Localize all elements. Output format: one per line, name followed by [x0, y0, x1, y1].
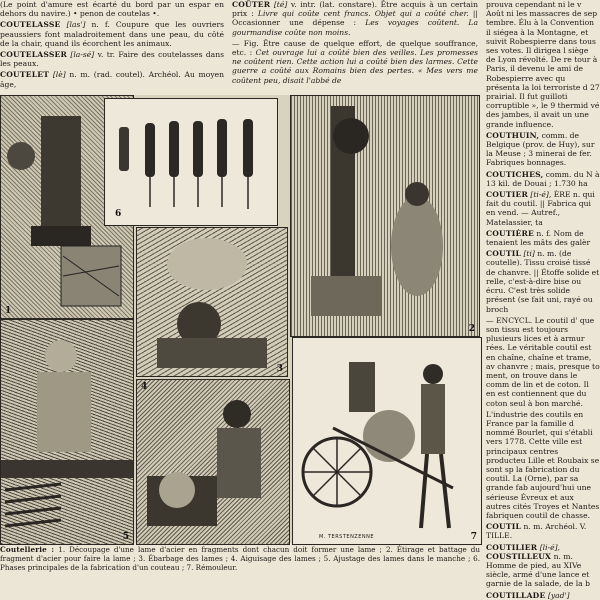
headword-couthuin: COUTHUIN, [486, 130, 540, 140]
headword-coustilleux: COUSTILLEUX [486, 551, 552, 561]
headword-couticles: COUTICHES, [486, 169, 544, 179]
left-line-2: dehors du navire.) • penon de coutelas •. [0, 9, 160, 19]
headword-coutil: COUTIL [486, 249, 522, 259]
pronunciation: [las'] [66, 20, 86, 30]
panel-6-knife-phases [104, 98, 278, 226]
fig-marker: — Fig. [232, 38, 259, 48]
knife-phases-illustration [105, 99, 277, 225]
entry-coutillade [486, 591, 600, 600]
left-line-1: (Le point d'amure est écarté du bord par un espar en [0, 0, 224, 9]
text-line: tembre. Élu à la Convention [486, 18, 595, 28]
text-line: corruptible », le 9 thermid [486, 101, 589, 111]
definition: — ENCYCL. Le coutil d' que son tissu est toujours plusieurs lices et à armur rées. Le véritable coutil est en chaîne, chaîne et trame, av chanvre ; mais, presque to ment, on trouve dans le comm de lin et de coton. Il en est contiennent que du coton seul à bon marché. [486, 315, 600, 408]
headword-coutier: COUTIER [486, 190, 528, 200]
industry-note [486, 410, 600, 520]
text-line: vé des jambes, il avait un [486, 101, 600, 120]
headword-coutelasser: COUTELASSER [0, 50, 68, 60]
left-text-column [0, 0, 224, 92]
definition: n. m. Homme de pied, au XIVe siècle, armé d'une lance et garnie de la salade, de la b [486, 551, 590, 589]
artist-signature: M. TERSTENZENNE [319, 534, 375, 540]
example: Les voyages coûtent. La gourmandise coûte non moins. [232, 18, 478, 37]
panel-4-blade-sharpening [136, 379, 290, 545]
pronunciation: [la-sé] [70, 50, 95, 60]
text-line: siège de Lyon révolté. De re [486, 46, 589, 65]
cutlery-illustration-plate [0, 95, 480, 543]
entry-couthuin [486, 131, 600, 168]
entry-coutier [486, 190, 600, 227]
text-line: Août ni les massacres de sep [486, 9, 598, 19]
burring-illustration [137, 228, 287, 376]
middle-text-column [232, 0, 478, 92]
sharpening-illustration [137, 380, 289, 544]
entry-coutelasser [0, 50, 224, 68]
definition: v. intr. (lat. constare). Être acquis à un certain prix : [232, 0, 478, 19]
caption-text: 1. Découpage d'une lame d'acier en fragments dont chacun doit former une lame ; 2. Étirage et battage du fragment d'acier pour faire la lame ; 3. Ébarbage des lames ; 4. Aiguisage des lames ; 5. Ajustage des lames dans le manche ; 6. Phases principales de la fabrication d'un couteau ; 7. Rémouleur. [0, 545, 480, 572]
definition: n. m. (de coutelle). Tissu croisé tissé de chanvre. || Étoffe solide et relle, c'est-à-dire bise ou écru. C'est très solide présent (se fait uni, rayé ou broch [486, 249, 600, 314]
caption-title: Coutellerie : [0, 545, 55, 554]
text-line: présenta la loi terroriste d [486, 82, 588, 92]
definition: || Occasionner une dépense : [232, 9, 478, 28]
fitting-illustration [1, 320, 133, 544]
headword-coutiere: COUTIÈRE [486, 228, 534, 238]
headword-coutelet: COUTELET [0, 70, 50, 80]
panel-3-blade-burring [136, 227, 288, 377]
definition: n. m. Archéol. V. TILLE. [486, 522, 587, 541]
definition: v. tr. Faire des coutelasses dans les peaux. [0, 50, 224, 69]
panel-number: 5 [122, 532, 129, 542]
text-line: tour à Paris, il devenu le [486, 55, 598, 74]
panel-number: 7 [470, 532, 477, 542]
entry-coutiere [486, 229, 600, 247]
entry-coutelet [0, 70, 224, 88]
pronunciation: [lè] [52, 70, 66, 80]
panel-2-steel-hammering [290, 95, 480, 337]
grinder-illustration [293, 338, 481, 544]
headword-couter: COÛTER [232, 0, 271, 9]
definition: ÈRE n. qui fait du coutil. || Fabrica qui en vend. [486, 190, 595, 218]
example: « Mes vers me coûtent peu, disait l'abbé de [232, 66, 478, 85]
headword-coutil: COUTIL [486, 522, 522, 532]
text-line: ami de Robespierre avec qu [486, 64, 583, 83]
definition: Être cause de quelque effort, de quelque souffrance, etc. : [232, 38, 478, 58]
example: Cet ouvrage lui a coûté bien des veilles. Les promesses ne coûtent rien. Cette action lui a coûté bien des larmes. Cette guerre a coûté aux Romains bien des pertes. [232, 48, 478, 76]
panel-number: 6 [115, 209, 122, 219]
text-line: tous ses votes. Il dirigea l [486, 36, 596, 56]
example: Livre qui coûte cent francs. Objet qui a coûté cher. [257, 9, 469, 19]
text-line: prouva cependant ni le v [486, 0, 582, 9]
definition: comm. du N à 13 kil. de Douai ; 1.730 ha [486, 169, 600, 188]
panel-number: 3 [276, 364, 283, 374]
panel-5-blade-fitting [0, 319, 134, 545]
entry-coutil [486, 249, 600, 313]
couthon-continuation [486, 0, 600, 129]
entry-couter [232, 0, 478, 37]
entry-couter-fig [232, 39, 478, 85]
panel-7-knife-grinder [292, 337, 482, 545]
hammering-illustration [291, 96, 479, 336]
plate-caption [0, 545, 480, 572]
panel-number: 4 [141, 382, 148, 392]
pronunciation: [ti] [523, 249, 535, 259]
text-line: il siégea à la Montagne, [486, 27, 579, 37]
definition: — Autref., Matelassier, ta [486, 208, 561, 227]
headword-coutilier: COUTILIER [486, 542, 538, 552]
encyclopedic-note [486, 316, 600, 408]
entry-coutelasse [0, 20, 224, 48]
pronunciation: [ti-é], [530, 190, 552, 200]
pronunciation: [li-é], [539, 542, 560, 552]
headword-coutillade: COUTILLADE [486, 590, 546, 600]
entry-coutil-archeol [486, 522, 600, 540]
entry-coutilier [486, 543, 600, 589]
definition: n. f. Coupure que les ouvriers peaussiers font maladroitement dans une peau, du côté de la chair, quand ils écorchent les animaux. [0, 20, 224, 48]
pronunciation: [yad'] [547, 590, 570, 600]
definition: L'industrie des coutils en France par la famille d nommé Bourlet, qui s'établi vers 1778. Cette ville est principaux centres producteu Lille et Roubaix se sont sp la fabrication du coutil. La (Orne), par sa grande fab aujourd'hui une sérieuse Évreux et aux autres cités Troyes et Nantes fabriquen coutil de chasse. [486, 409, 600, 520]
panel-number: 2 [468, 324, 475, 334]
headword-coutelasse: COUTELASSE [0, 20, 61, 30]
right-text-column [486, 0, 600, 600]
panel-number: 1 [5, 306, 12, 316]
text-line: une grande influence. [486, 110, 589, 129]
pronunciation: [té] [273, 0, 288, 9]
text-line: 27 prairial. Il fut guilloti [486, 82, 600, 102]
entry-couticles [486, 170, 600, 188]
text-line: et suivit Robespierre dans [486, 27, 589, 46]
definition: comm. de Belgique (prov. de Huy), sur la Meuse ; 3 minerai de fer. Fabriques bonnages. [486, 130, 595, 168]
definition: n. f. Nom de tenaient les mâts des galèr [486, 228, 591, 248]
definition: n. m. (rad. coutel). Archéol. Au moyen âge, [0, 70, 224, 89]
